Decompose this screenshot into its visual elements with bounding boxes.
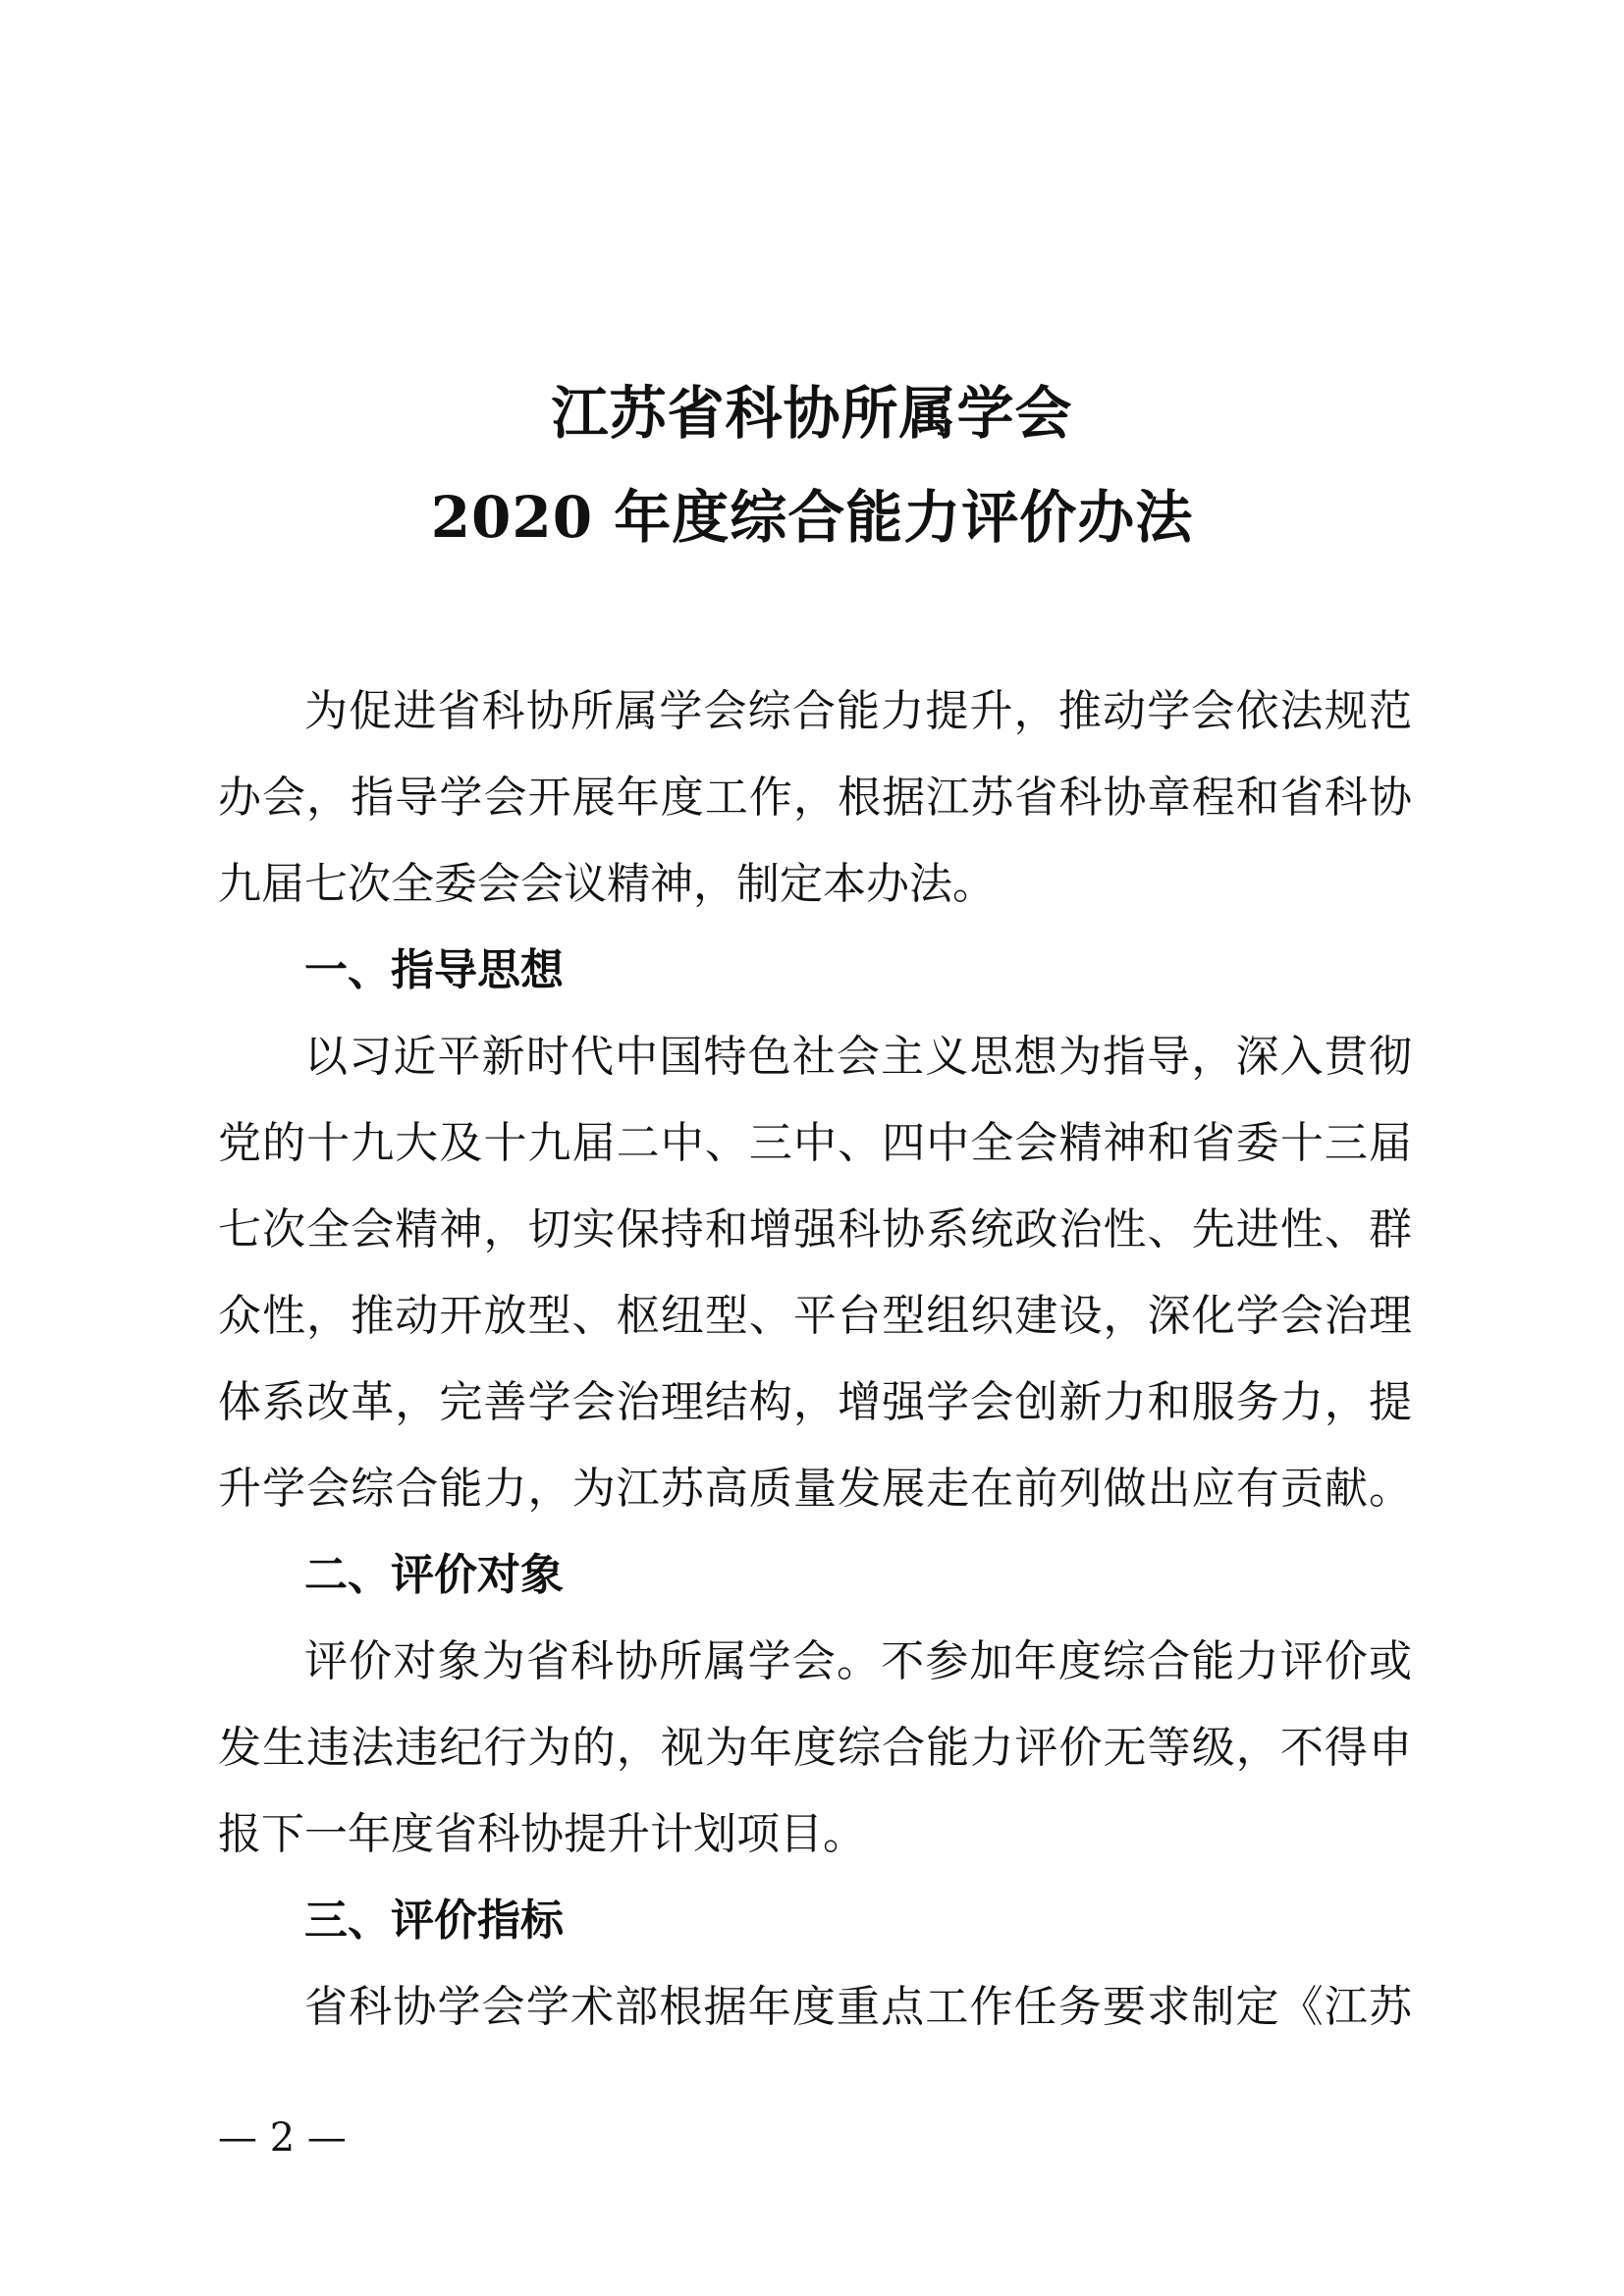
section-heading-evaluation-indicators: 三、评价指标 bbox=[304, 1896, 564, 1946]
paragraph-line: 七次全会精神，切实保持和增强科协系统政治性、先进性、群 bbox=[218, 1204, 1412, 1255]
paragraph-line: 党的十九大及十九届二中、三中、四中全会精神和省委十三届 bbox=[218, 1118, 1412, 1168]
paragraph-line: 升学会综合能力，为江苏高质量发展走在前列做出应有贡献。 bbox=[218, 1464, 1412, 1514]
paragraph-line: 体系改革，完善学会治理结构，增强学会创新力和服务力，提 bbox=[218, 1377, 1412, 1427]
paragraph-line: 办会，指导学会开展年度工作，根据江苏省科协章程和省科协 bbox=[218, 773, 1412, 823]
section-heading-guiding-thought: 一、指导思想 bbox=[304, 945, 564, 995]
intro-paragraph bbox=[218, 668, 1412, 928]
paragraph-line: 评价对象为省科协所属学会。不参加年度综合能力评价或 bbox=[304, 1636, 1412, 1686]
page-number: — 2 — bbox=[218, 2115, 347, 2161]
document-title-line-1: 江苏省科协所属学会 bbox=[551, 380, 1073, 447]
paragraph-line: 众性，推动开放型、枢纽型、平台型组织建设，深化学会治理 bbox=[218, 1291, 1412, 1341]
section-heading-evaluation-target: 二、评价对象 bbox=[304, 1550, 564, 1600]
paragraph-line: 报下一年度省科协提升计划项目。 bbox=[218, 1809, 866, 1859]
section-paragraph-guiding-thought bbox=[218, 1014, 1412, 1532]
paragraph-line: 以习近平新时代中国特色社会主义思想为指导，深入贯彻 bbox=[304, 1032, 1412, 1082]
document-title-line-2: 2020 年度综合能力评价办法 bbox=[430, 484, 1194, 551]
paragraph-line: 省科协学会学术部根据年度重点工作任务要求制定《江苏 bbox=[304, 1982, 1412, 2032]
paragraph-line: 为促进省科协所属学会综合能力提升，推动学会依法规范 bbox=[304, 686, 1412, 736]
section-paragraph-evaluation-indicators bbox=[218, 1964, 1412, 2051]
paragraph-line: 九届七次全委会会议精神，制定本办法。 bbox=[218, 859, 996, 909]
section-paragraph-evaluation-target bbox=[218, 1619, 1412, 1878]
paragraph-line: 发生违法违纪行为的，视为年度综合能力评价无等级，不得申 bbox=[218, 1723, 1412, 1773]
